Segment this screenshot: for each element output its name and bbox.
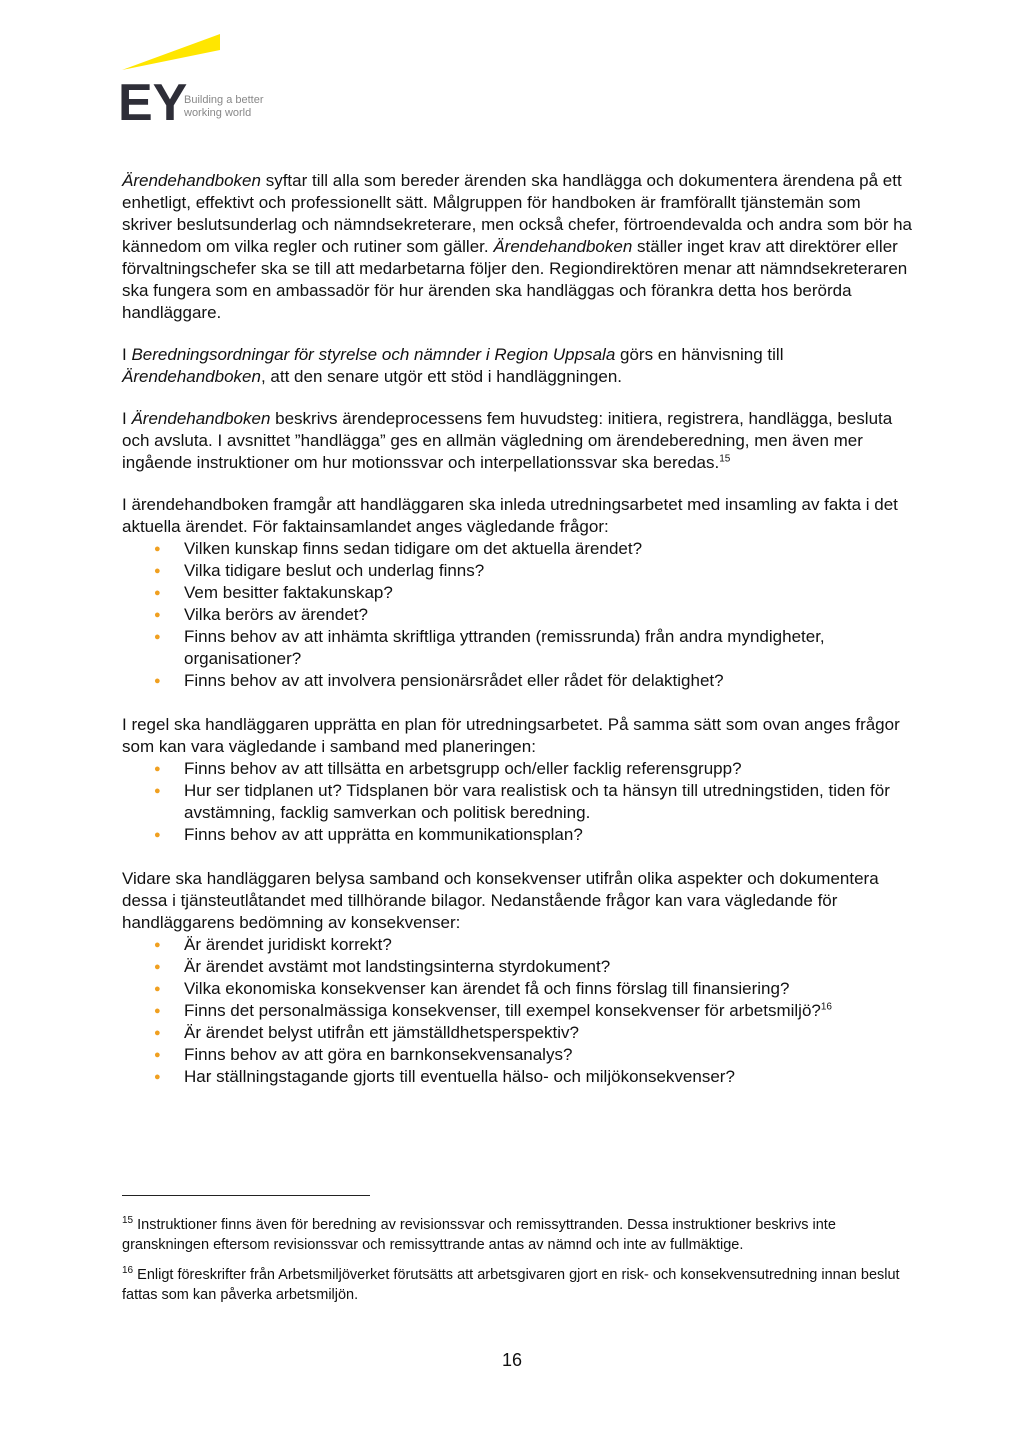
paragraph-main-steps [122,408,912,474]
list-item [122,1000,912,1022]
text-run: Finns behov av att göra en barnkonsekvensanalys? [184,1045,573,1064]
logo-beam [122,34,220,70]
list-consequence-questions [122,934,912,1088]
text-run: Är ärendet juridiskt korrekt? [184,935,392,954]
paragraph-consequences: Vidare ska handläggaren belysa samband och konsekvenser utifrån olika aspekter och dokumentera dessa i tjänsteutlåtandet med tillhörande bilagor. Nedanstående frågor kan vara vägledande för handläggarens bedömning av konsekvenser: [122,869,879,932]
bullet-icon: ● [154,543,161,555]
text-run: beskrivs ärendeprocessens fem huvudsteg: initiera, registrera, handlägga, besluta och avsluta. I avsnittet ”handlägga” ges en allmän vägledning om ärendeberedning, men även mer ingående instruktioner om hur motionssvar och interpellationssvar ska beredas. [122,409,893,472]
list-item [122,758,912,780]
logo-tagline [184,94,264,120]
list-item [122,934,912,956]
list-item [122,604,912,626]
bullet-icon: ● [154,961,161,973]
footnote-15 [122,1215,912,1255]
list-item [122,780,912,824]
footnotes [122,1215,912,1315]
bullet-icon: ● [154,587,161,599]
text-run: Vilken kunskap finns sedan tidigare om det aktuella ärendet? [184,539,643,558]
footnote-number: 15 [122,1215,134,1227]
list-item [122,824,912,846]
italic-title: Beredningsordningar för styrelse och nämnder i Region Uppsala [131,345,616,364]
footnote-ref: 15 [719,453,731,465]
text-run: Finns behov av att inhämta skriftliga yttranden (remissrunda) från andra myndigheter, organisationer? [184,627,825,668]
bullet-icon: ● [154,829,161,841]
list-item [122,978,912,1000]
bullet-icon: ● [154,1027,161,1039]
bullet-icon: ● [154,785,161,797]
paragraph-fact-gathering: I ärendehandboken framgår att handläggaren ska inleda utredningsarbetet med insamling av fakta i det aktuella ärendet. För faktainsamlandet anges vägledande frågor: [122,495,898,536]
footnote-divider [122,1195,370,1196]
logo-letters: EY [118,74,188,130]
text-run: I [122,409,132,428]
italic-title: Ärendehandboken [122,171,261,190]
list-item [122,1022,912,1044]
list-item [122,582,912,604]
text-run: ställer inget krav att direktörer eller förvaltningschefer ska se till att medarbetarna följer den. Regiondirektören menar att nämndsekreteraren ska fungera som en ambassadör för hur ärenden ska handläggas och förankra detta hos berörda handläggare. [122,237,908,322]
page-number: 16 [501,1350,523,1370]
text-run: Hur ser tidplanen ut? Tidsplanen bör vara realistisk och ta hänsyn till utredningstiden, tiden för avstämning, facklig samverkan och politisk beredning. [184,781,890,822]
bullet-icon: ● [154,1005,161,1017]
bullet-icon: ● [154,675,161,687]
bullet-icon: ● [154,1049,161,1061]
italic-title: Ärendehandboken [122,367,261,386]
text-run: Har ställningstagande gjorts till eventuella hälso- och miljökonsekvenser? [184,1067,735,1086]
text-run: Finns behov av att upprätta en kommunikationsplan? [184,825,583,844]
text-run: Är ärendet belyst utifrån ett jämställdhetsperspektiv? [184,1023,579,1042]
list-item [122,1044,912,1066]
text-run: görs en hänvisning till [615,345,784,364]
text-run: Finns behov av att tillsätta en arbetsgrupp och/eller facklig referensgrupp? [184,759,742,778]
text-run: syftar till alla som bereder ärenden ska handlägga och dokumentera ärendena på ett enhetligt, effektivt och professionellt sätt. Målgruppen för handboken är framförallt tjänstemän som skriver beslutsunderlag och nämndsekreterare, men också chefer, förtroendevalda och andra som bör ha kännedom om vilka regler och rutiner som gäller. [122,171,912,256]
list-item [122,1066,912,1088]
list-item [122,538,912,560]
bullet-icon: ● [154,609,161,621]
text-run: Vilka berörs av ärendet? [184,605,368,624]
text-run: Vilka tidigare beslut och underlag finns? [184,561,485,580]
list-fact-questions [122,538,912,692]
text-run: Finns behov av att involvera pensionärsrådet eller rådet för delaktighet? [184,671,724,690]
list-item [122,560,912,582]
text-run: Vem besitter faktakunskap? [184,583,393,602]
footnote-16 [122,1265,912,1305]
bullet-icon: ● [154,939,161,951]
italic-title: Ärendehandboken [131,409,271,428]
bullet-icon: ● [154,631,161,643]
text-run: I [122,345,132,364]
bullet-icon: ● [154,763,161,775]
ey-logo [112,30,312,130]
tagline-line-1: Building a better [184,94,264,106]
text-run: , att den senare utgör ett stöd i handläggningen. [260,367,623,386]
footnote-text: Enligt föreskrifter från Arbetsmiljöverket förutsätts att arbetsgivaren gjort en risk- och konsekvensutredning innan beslut fattas som kan påverka arbetsmiljön. [122,1267,900,1303]
bullet-icon: ● [154,1071,161,1083]
italic-title: Ärendehandboken [493,237,633,256]
footnote-text: Instruktioner finns även för beredning av revisionssvar och remissyttranden. Dessa instruktioner beskrivs inte granskningen eftersom revisionssvar och remissyttrande antas av nämnd och inte av fullmäktige. [122,1217,836,1253]
paragraph-intro [122,170,912,324]
tagline-line-2: working world [184,107,252,119]
list-planning-questions [122,758,912,846]
document-body [122,170,912,1110]
text-run: Finns det personalmässiga konsekvenser, till exempel konsekvenser för arbetsmiljö? [184,1001,821,1020]
bullet-icon: ● [154,983,161,995]
footnote-number: 16 [122,1265,134,1277]
text-run: Är ärendet avstämt mot landstingsinterna styrdokument? [184,957,611,976]
paragraph-planning: I regel ska handläggaren upprätta en plan för utredningsarbetet. På samma sätt som ovan anges frågor som kan vara vägledande i samband med planeringen: [122,715,900,756]
list-item [122,670,912,692]
list-item [122,626,912,670]
footnote-ref: 16 [820,1001,832,1013]
text-run: Vilka ekonomiska konsekvenser kan ärendet få och finns förslag till finansiering? [184,979,790,998]
paragraph-beredningsordningar [122,344,912,388]
bullet-icon: ● [154,565,161,577]
list-item [122,956,912,978]
